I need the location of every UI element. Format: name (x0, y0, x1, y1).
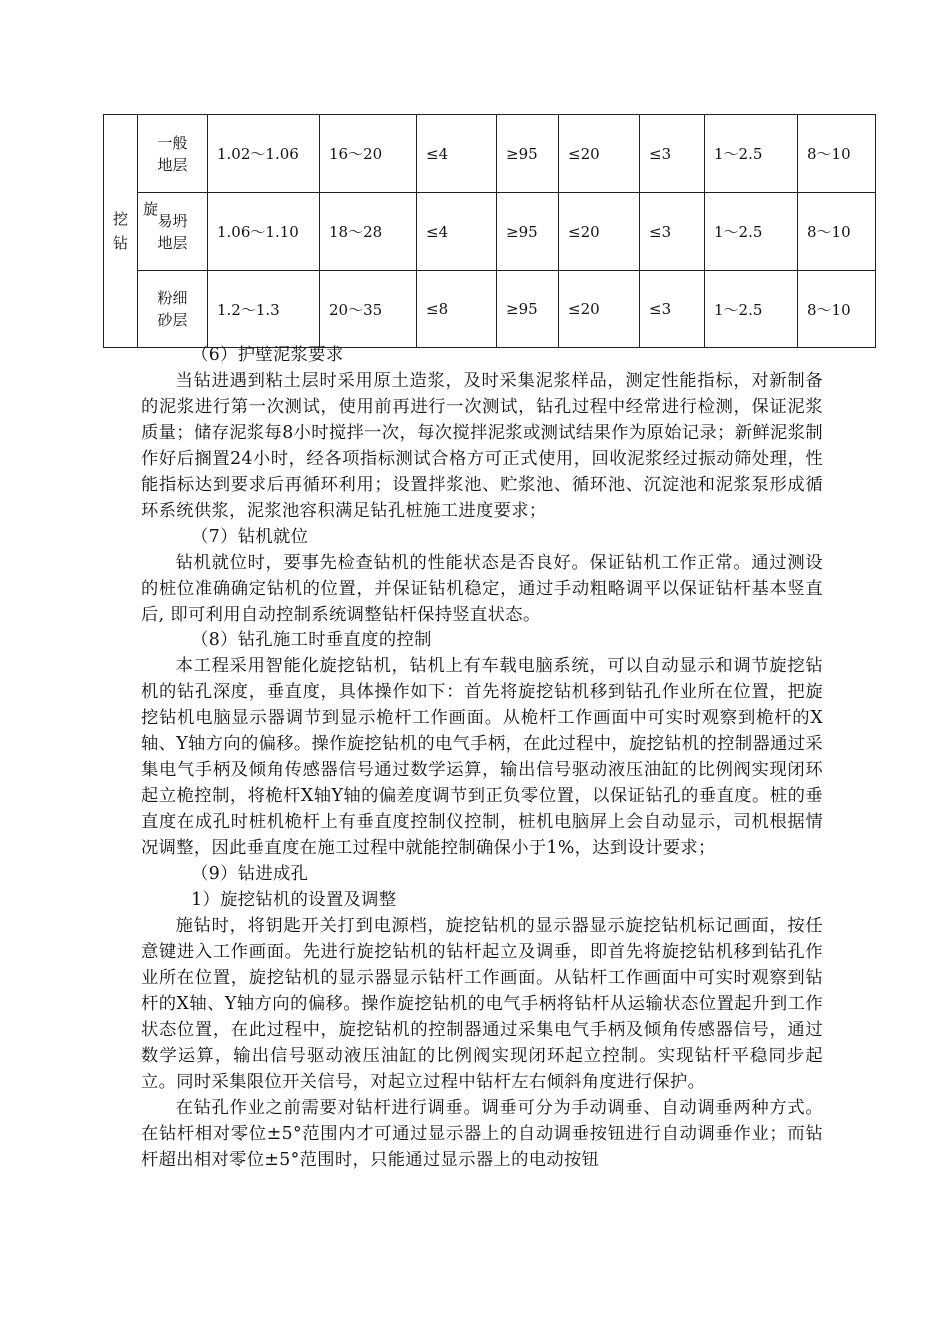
value-cell: 8～10 (798, 115, 876, 193)
value-cell: ≤3 (640, 271, 705, 348)
section-heading: （8）钻孔施工时垂直度的控制 (191, 630, 432, 651)
value-cell: ≤20 (559, 193, 640, 271)
value-cell: ≤20 (559, 115, 640, 193)
value-cell: ≤4 (417, 115, 497, 193)
layer-cell (138, 115, 208, 193)
value-cell: 16～20 (320, 115, 417, 193)
value-cell: ≥95 (497, 115, 559, 193)
value-cell: 1.02～1.06 (208, 115, 320, 193)
value-cell: 1.06～1.10 (208, 193, 320, 271)
paragraph: 施钻时，将钥匙开关打到电源档，旋挖钻机的显示器显示旋挖钻机标记画面，按任意键进入工作画面。先进行旋挖钻机的钻杆起立及调垂，即首先将旋挖钻机移到钻孔作业所在位置，旋挖钻机的显示器显示钻杆工作画面。从钻杆工作画面中可实时观察到钻杆的X轴、Y轴方向的偏移。操作旋挖钻机的电气手柄将钻杆从运输状态位置起升到工作状态位置，在此过程中，旋挖钻机的控制器通过采集电气手柄及倾角传感器信号，通过数学运算，输出信号驱动液压油缸的比例阀实现闭环起立控制。实现钻杆平稳同步起立。同时采集限位开关信号，对起立过程中钻杆左右倾斜角度进行保护。 (141, 915, 823, 1092)
layer-name: 易坍地层 (157, 211, 188, 252)
value-cell: 1.2～1.3 (208, 271, 320, 348)
paragraph: 钻机就位时，要事先检查钻机的性能状态是否良好。保证钻机工作正常。通过测设的桩位准确确定钻机的位置，并保证钻机稳定，通过手动粗略调平以保证钻杆基本竖直后, 即可利用自动控制系统调整钻杆保持竖直状态。 (141, 552, 823, 625)
section-heading: 1）旋挖钻机的设置及调整 (191, 890, 397, 911)
mud-spec-table (103, 114, 876, 348)
value-cell: 1～2.5 (705, 115, 798, 193)
value-cell: 1～2.5 (705, 193, 798, 271)
value-cell: ≤3 (640, 193, 705, 271)
value-cell: ≤8 (417, 271, 497, 348)
value-cell: 18～28 (320, 193, 417, 271)
layer-prefix: 旋 (143, 200, 159, 218)
paragraph: 当钻进遇到粘土层时采用原土造浆，及时采集泥浆样品，测定性能指标，对新制备的泥浆进行第一次测试，使用前再进行一次测试，钻孔过程中经常进行检测，保证泥浆质量；储存泥浆每8小时搅拌一次，每次搅拌泥浆或测试结果作为原始记录；新鲜泥浆制作好后搁置24小时，经各项指标测试合格方可正式使用，回收泥浆经过振动筛处理，性能指标达到要求后再循环利用；设置拌浆池、贮浆池、循环池、沉淀池和泥浆泵形成循环系统供浆，泥浆池容积满足钻孔桩施工进度要求； (141, 370, 823, 521)
table-row (104, 115, 876, 193)
layer-name: 粉细砂层 (157, 289, 188, 329)
paragraph: 本工程采用智能化旋挖钻机，钻机上有车载电脑系统，可以自动显示和调节旋挖钻机的钻孔深度，垂直度，具体操作如下：首先将旋挖钻机移到钻孔作业所在位置，把旋挖钻机电脑显示器调节到显示桅杆工作画面。从桅杆工作画面中可实时观察到桅杆的X轴、Y轴方向的偏移。操作旋挖钻机的电气手柄，在此过程中，旋挖钻机的控制器通过采集电气手柄及倾角传感器信号通过数学运算，输出信号驱动液压油缸的比例阀实现闭环起立桅控制，将桅杆X轴Y轴的偏差度调节到正负零位置，以保证钻孔的垂直度。桩的垂直度在成孔时桩机桅杆上有垂直度控制仪控制，桩机电脑屏上会自动显示，司机根据情况调整，因此垂直度在施工过程中就能控制确保小于1%，达到设计要求； (141, 656, 823, 859)
group-label: 挖钻 (113, 210, 129, 252)
value-cell: ≤20 (559, 271, 640, 348)
value-cell: 20～35 (320, 271, 417, 348)
value-cell: 8～10 (798, 271, 876, 348)
section-heading: （6）护壁泥浆要求 (191, 345, 344, 365)
value-cell: ≥95 (497, 271, 559, 348)
value-cell: 8～10 (798, 193, 876, 271)
layer-cell (138, 271, 208, 348)
value-cell: ≤3 (640, 115, 705, 193)
section-heading: （7）钻机就位 (191, 526, 309, 547)
table-row (104, 193, 876, 271)
value-cell: 1～2.5 (705, 271, 798, 348)
value-cell: ≥95 (497, 193, 559, 271)
layer-name: 一般地层 (157, 133, 188, 174)
value-cell: ≤4 (417, 193, 497, 271)
body-text (141, 343, 823, 1174)
paragraph: 在钻孔作业之前需要对钻杆进行调垂。调垂可分为手动调垂、自动调垂两种方式。在钻杆相对零位±5°范围内才可通过显示器上的自动调垂按钮进行自动调垂作业；而钻杆超出相对零位±5°范围时，只能通过显示器上的电动按钮 (141, 1097, 823, 1170)
layer-cell (138, 193, 208, 271)
table-row (104, 271, 876, 348)
section-heading: （9）钻进成孔 (191, 864, 309, 885)
group-label-cell (104, 115, 138, 348)
